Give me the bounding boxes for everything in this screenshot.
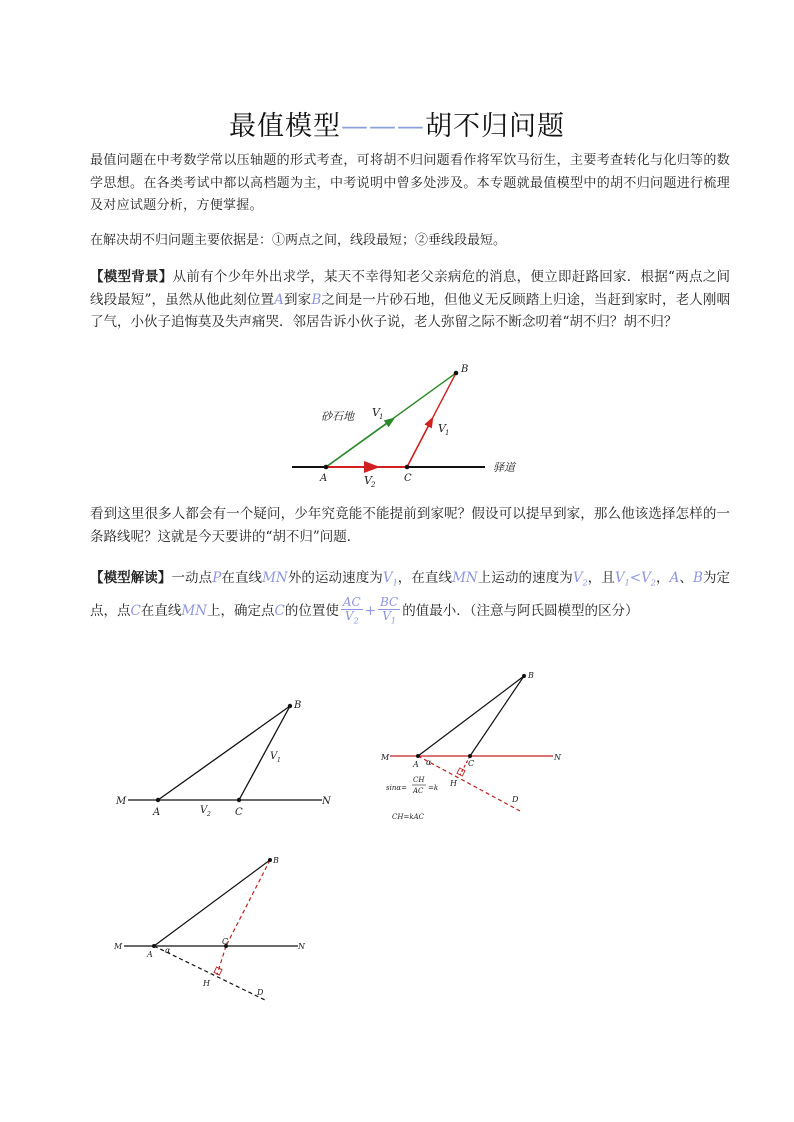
svg-text:sinα=: sinα= [386,784,407,792]
svg-text:1: 1 [277,757,281,764]
question-paragraph: 看到这里很多人都会有一个疑问，少年究竟能不能提前到家呢？假设可以提早到家，那么他该选择怎样的一条路线呢？这就是今天要讲的“胡不归”问题． [90,506,730,545]
svg-text:C: C [222,937,229,946]
svg-text:H: H [450,779,457,788]
svg-text:V: V [200,805,208,816]
svg-text:α: α [165,946,171,955]
svg-text:V: V [372,406,380,419]
svg-text:C: C [235,807,243,818]
svg-text:V: V [270,751,278,762]
svg-text:V: V [364,474,372,487]
svg-text:α: α [426,758,432,767]
svg-text:B: B [528,671,534,680]
svg-text:2: 2 [371,481,376,489]
intro-paragraph: 最值问题在中考数学常以压轴题的形式考查，可将胡不归问题看作将军饮马衍生，主要考查转化与化归等的数学思想。在各类考试中都以高档题为主，中考说明中曾多处涉及。本专题就最值模型中的胡不归问题进行梳理及对应试题分析，方便掌握。 [90,153,730,213]
svg-text:A: A [320,473,328,484]
svg-text:1: 1 [445,429,450,437]
intro-basis: 在解决胡不归问题主要依据是：①两点之间，线段最短；②垂线段最短。 [90,233,507,248]
svg-text:CH: CH [413,776,425,784]
figure-model-solution [110,852,320,1012]
svg-text:驿道: 驿道 [493,461,515,474]
model-interpretation: 【模型解读】一动点P在直线MN外的运动速度为$V_1$，在直线MN上运动的速度为$V_2$，且$V_1<V_2$，A、B为定点，点C在直线MN上，确定点C的位置使 $\frac{AC}{V_2}$ + $\frac{BC}{V_1}$ 的值最小．（注意与阿氏圆模型的区分） [90,570,731,626]
figure-background-diagram [290,365,530,490]
page-title: 最值模型———胡不归问题 [229,111,565,142]
svg-text:A: A [413,760,419,769]
figure-model-sine [378,668,578,828]
svg-text:B: B [461,364,469,375]
svg-text:B: B [273,856,279,865]
svg-text:M: M [116,796,127,807]
svg-text:C: C [468,759,475,768]
svg-text:D: D [512,795,519,804]
fraction-ac-v2: $\frac{AC}{V_2}$ [342,594,361,626]
svg-text:V: V [438,422,446,435]
fraction-bc-v1: $\frac{BC}{V_1}$ [380,594,399,626]
svg-text:M: M [114,942,123,951]
svg-text:A: A [147,950,153,959]
svg-text:=k: =k [428,784,439,792]
model-background: 【模型背景】从前有个少年外出求学，某天不幸得知老父亲病危的消息，便立即赶路回家．根据“两点之间线段最短”，虽然从他此刻位置A到家B之间是一片砂石地，但他义无反顾踏上归途，当赶到家时，老人刚咽了气，小伙子追悔莫及失声痛哭．邻居告诉小伙子说，老人弥留之际不断念叨着“胡不归？胡不归？ [90,269,731,330]
svg-text:A: A [153,807,161,818]
svg-text:D: D [257,988,264,997]
svg-text:H: H [203,979,210,988]
svg-text:N: N [554,753,561,762]
svg-text:C: C [404,473,412,484]
svg-text:N: N [298,942,305,951]
svg-text:1: 1 [379,413,384,421]
svg-text:M: M [381,753,390,762]
svg-text:砂石地: 砂石地 [321,410,354,423]
svg-text:B: B [294,700,302,711]
svg-text:N: N [322,796,331,807]
figure-model-basic [112,695,342,825]
svg-text:2: 2 [207,811,211,818]
svg-text:AC: AC [413,787,424,795]
svg-text:CH=kAC: CH=kAC [392,813,424,821]
